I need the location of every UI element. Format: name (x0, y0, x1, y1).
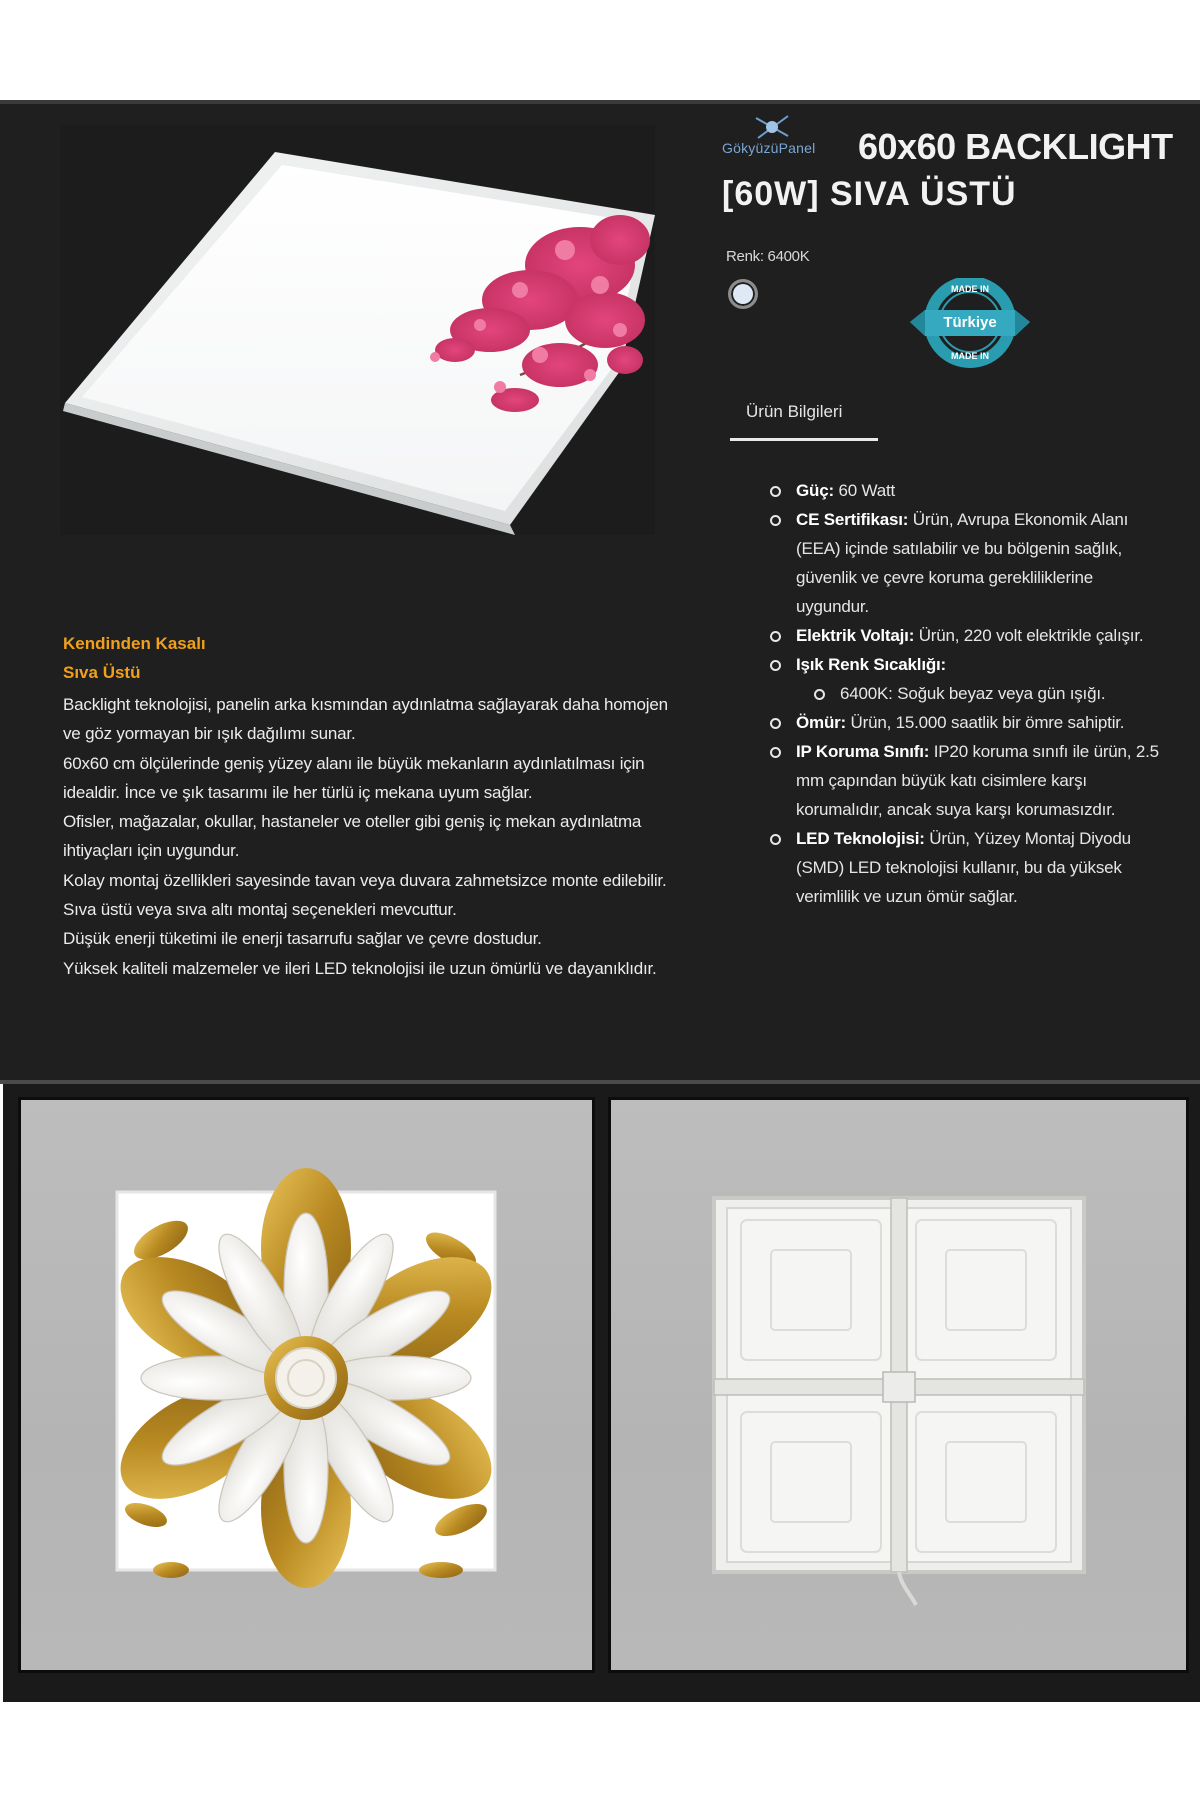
description-paragraph: Düşük enerji tüketimi ile enerji tasarrufu sağlar ve çevre dostudur. (63, 929, 542, 949)
spec-item-led-tech: LED Teknolojisi: Ürün, Yüzey Montaj Diyodu (SMD) LED teknolojisi kullanır, bu da yüksek verimlilik ve uzun ömür sağlar. (770, 824, 1170, 911)
spec-item-ip-rating: IP Koruma Sınıfı: IP20 koruma sınıfı ile ürün, 2.5 mm çapından büyük katı cisimlere karşı korumalıdır, ancak suya karşı korumasızdır. (770, 737, 1170, 824)
spec-list (770, 476, 1170, 911)
badge-top-text: MADE IN (951, 284, 989, 294)
description-body (63, 690, 683, 983)
spec-subitem-6400k: 6400K: Soğuk beyaz veya gün ışığı. (770, 679, 1170, 708)
spec-item-voltage: Elektrik Voltajı: Ürün, 220 volt elektrikle çalışır. (770, 621, 1170, 650)
badge-bottom-text: MADE IN (951, 351, 989, 361)
product-title-line2: [60W] SIVA ÜSTÜ (722, 175, 1017, 213)
description-paragraph: Ofisler, mağazalar, okullar, hastaneler ve oteller gibi geniş iç mekan aydınlatma ihtiyaçları için uygundur. (63, 812, 642, 861)
tab-product-info[interactable]: Ürün Bilgileri (746, 402, 843, 421)
gallery-image-front[interactable] (18, 1097, 595, 1673)
spec-item-lifetime: Ömür: Ürün, 15.000 saatlik bir ömre sahiptir. (770, 708, 1170, 737)
description-heading-1: Kendinden Kasalı (63, 634, 206, 653)
gallery-divider (0, 1080, 1200, 1084)
description-paragraph: Backlight teknolojisi, panelin arka kısmından aydınlatma sağlayarak daha homojen ve göz yormayan bir ışık dağılımı sunar. (63, 695, 668, 744)
spec-item-color-temp: Işık Renk Sıcaklığı: (770, 650, 1170, 679)
description-heading-2: Sıva Üstü (63, 663, 141, 682)
hero-panel-image (60, 125, 655, 535)
spec-item-power: Güç: 60 Watt (770, 476, 1170, 505)
tab-active-indicator (730, 438, 878, 441)
product-title-line1: 60x60 BACKLIGHT (858, 126, 1173, 167)
panel-back-image (611, 1100, 1186, 1670)
gold-flower-panel-image (21, 1100, 592, 1670)
brand-logo-icon (752, 112, 792, 142)
brand-logo (722, 112, 852, 164)
description-paragraph: 60x60 cm ölçülerinde geniş yüzey alanı ile büyük mekanların aydınlatılması için idealdir. İnce ve şık tasarımı ile her türlü iç mekana uyum sağlar. (63, 753, 645, 802)
badge-center-text: Türkiye (943, 314, 997, 331)
made-in-turkiye-badge (905, 278, 1035, 378)
description-paragraph: Yüksek kaliteli malzemeler ve ileri LED teknolojisi ile uzun ömürlü ve dayanıklıdır. (63, 958, 657, 978)
description-paragraph: Kolay montaj özellikleri sayesinde tavan veya duvara zahmetsizce monte edilebilir. Sıva üstü veya sıva altı montaj seçenekleri mevcuttur. (63, 870, 667, 920)
spec-item-ce: CE Sertifikası: Ürün, Avrupa Ekonomik Alanı (EEA) içinde satılabilir ve bu bölgenin sağlık, güvenlik ve çevre koruma gerekliliklerine uygundur. (770, 505, 1170, 621)
color-option-label: Renk: 6400K (726, 248, 810, 265)
brand-logo-text: GökyüzüPanel (722, 140, 816, 156)
color-swatch-6400k[interactable] (728, 279, 758, 309)
gallery-image-back[interactable] (608, 1097, 1189, 1673)
top-divider (0, 100, 1200, 104)
